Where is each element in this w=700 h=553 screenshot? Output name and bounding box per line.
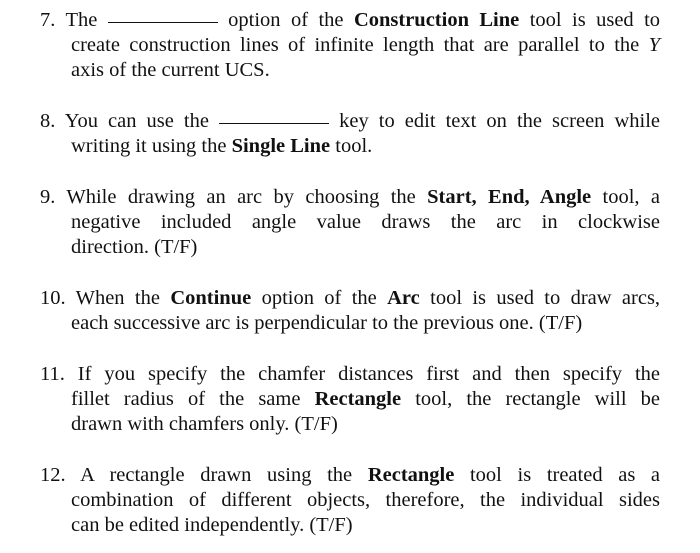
question-10-option-name: Continue — [170, 287, 252, 309]
question-9-tool-name: Start, End, Angle — [427, 186, 592, 208]
question-8-tool-name: Single Line — [231, 135, 331, 157]
question-11-number: 11. — [40, 363, 65, 385]
question-8-text-a: You can use the — [64, 110, 209, 132]
question-9-text-d: negative included angle value draws the arc in clockwise — [71, 211, 660, 233]
question-11 — [40, 362, 660, 437]
question-10 — [40, 286, 660, 336]
question-8-text-c: writing it using the — [71, 135, 227, 157]
question-8-line-2 — [40, 134, 660, 159]
question-7-text-g: axis of the current UCS. — [71, 59, 270, 81]
question-9-number: 9. — [40, 186, 56, 208]
question-9-text-e: direction. (T/F) — [71, 236, 198, 258]
question-10-text-c: option of the — [261, 287, 377, 309]
question-8-text-e: tool. — [335, 135, 373, 157]
question-7-tool-name: Construction Line — [353, 9, 520, 31]
question-9-line-2 — [40, 210, 660, 235]
question-8-text-b: key to edit text on the screen while — [339, 110, 661, 132]
question-9-line-1 — [40, 185, 660, 210]
question-10-number: 10. — [40, 287, 66, 309]
question-10-text-a: When the — [75, 287, 160, 309]
question-7-line-1 — [40, 8, 660, 33]
question-8-number: 8. — [40, 110, 56, 132]
question-11-text-d: tool, the rectangle will be — [415, 388, 661, 410]
question-12-text-a: A rectangle drawn using the — [80, 464, 353, 486]
question-11-line-1 — [40, 362, 660, 387]
question-12-text-e: can be edited independently. (T/F) — [71, 514, 353, 536]
question-7-text-b: option of the — [228, 9, 344, 31]
question-11-tool-name: Rectangle — [314, 388, 402, 410]
question-7 — [40, 8, 660, 83]
question-10-tool-name: Arc — [387, 287, 420, 309]
question-12-line-2 — [40, 488, 660, 513]
question-12-line-1 — [40, 463, 660, 488]
question-7-line-3 — [40, 58, 660, 83]
question-7-text-a: The — [65, 9, 98, 31]
question-10-line-2 — [40, 311, 660, 336]
question-9 — [40, 185, 660, 260]
question-7-text-e: create construction lines of infinite length that are parallel to the — [71, 34, 640, 56]
question-11-line-3 — [40, 412, 660, 437]
question-7-line-2 — [40, 33, 660, 58]
question-7-text-d: tool is used to — [529, 9, 661, 31]
question-10-line-1 — [40, 286, 660, 311]
question-8-answer-blank — [219, 123, 329, 124]
question-10-text-f: each successive arc is perpendicular to the previous one. (T/F) — [71, 312, 583, 334]
question-10-text-e: tool is used to draw arcs, — [430, 287, 661, 309]
question-12-number: 12. — [40, 464, 66, 486]
question-9-text-c: tool, a — [602, 186, 660, 208]
question-12-text-c: tool is treated as a — [469, 464, 661, 486]
question-12-line-3 — [40, 513, 660, 538]
question-11-text-e: drawn with chamfers only. (T/F) — [71, 413, 338, 435]
question-7-axis-letter: Y — [648, 34, 661, 56]
question-12 — [40, 463, 660, 538]
question-8 — [40, 109, 660, 159]
question-12-text-d: combination of different objects, therefore, the individual sides — [71, 489, 660, 511]
question-7-number: 7. — [40, 9, 56, 31]
question-11-text-a: If you specify the chamfer distances first and then specify the — [77, 363, 661, 385]
question-11-text-b: fillet radius of the same — [71, 388, 301, 410]
question-12-tool-name: Rectangle — [367, 464, 455, 486]
question-7-answer-blank — [108, 22, 218, 23]
question-8-line-1 — [40, 109, 660, 134]
question-11-line-2 — [40, 387, 660, 412]
question-9-line-3 — [40, 235, 660, 260]
question-9-text-a: While drawing an arc by choosing the — [66, 186, 416, 208]
